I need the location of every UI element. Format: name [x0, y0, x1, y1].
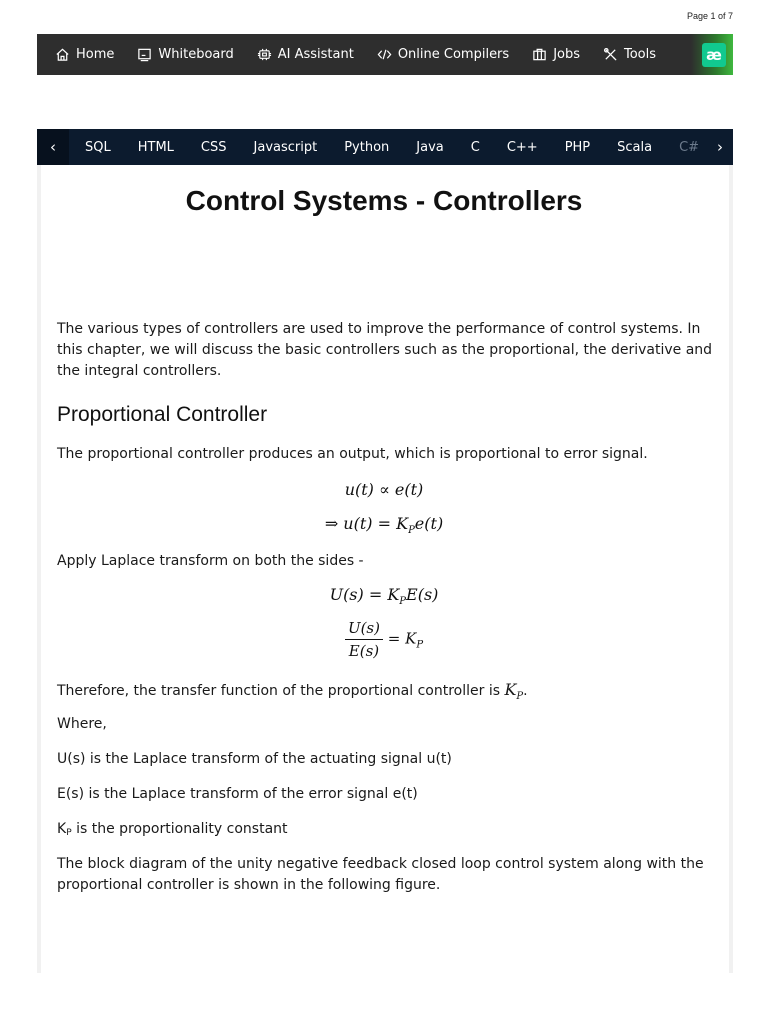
category-java[interactable]: Java — [416, 139, 444, 155]
nav-jobs-label: Jobs — [553, 47, 580, 62]
nav-ai-assistant-label: AI Assistant — [277, 47, 354, 62]
whiteboard-icon — [137, 47, 152, 62]
equation-time-domain — [0, 514, 768, 536]
transfer-function-paragraph — [57, 679, 717, 707]
page-title: Control Systems - Controllers — [185, 185, 583, 216]
intro-paragraph: The various types of controllers are used to improve the performance of control systems. In this chapter, we will discuss the basic controllers such as the proportional, the derivative and the integral controllers. — [57, 321, 713, 379]
definition-u: U(s) is the Laplace transform of the actuating signal u(t) — [57, 751, 452, 767]
category-sql[interactable]: SQL — [85, 139, 111, 155]
code-icon — [377, 47, 392, 62]
def-k-var: K — [57, 821, 67, 837]
nav-jobs[interactable] — [532, 47, 580, 62]
category-bar — [37, 129, 733, 165]
category-prev-button[interactable]: ‹ — [37, 129, 69, 165]
brand-area[interactable] — [691, 34, 733, 75]
category-scala[interactable]: Scala — [617, 139, 653, 155]
category-php[interactable]: PHP — [564, 139, 591, 155]
fraction-numerator: U(s) — [345, 619, 383, 640]
nav-whiteboard[interactable] — [137, 47, 233, 62]
p3-end: . — [523, 683, 528, 699]
eq3-prefix: U(s) = K — [329, 585, 400, 604]
equation-transfer-function — [0, 619, 768, 660]
block-diagram-paragraph: The block diagram of the unity negative feedback closed loop control system along with the proportional controller is shown in the following figure. — [57, 856, 704, 893]
briefcase-icon — [532, 47, 547, 62]
eq4-subscript: P — [416, 639, 424, 651]
page-number: Page 1 of 7 — [686, 11, 733, 21]
definition-e: E(s) is the Laplace transform of the error signal e(t) — [57, 786, 418, 802]
equation-laplace — [0, 585, 768, 607]
ai-assistant-icon — [257, 47, 272, 62]
fraction-denominator: E(s) — [348, 642, 380, 660]
eq2-suffix: e(t) — [414, 514, 444, 533]
laplace-paragraph: Apply Laplace transform on both the sides - — [57, 553, 364, 569]
p3-subscript: P — [516, 691, 524, 703]
section-heading: Proportional Controller — [57, 403, 268, 426]
equation-proportionality: u(t) ∝ e(t) — [344, 480, 424, 499]
nav-home[interactable] — [55, 47, 114, 62]
nav-ai-assistant[interactable] — [257, 47, 354, 62]
eq2-subscript: P — [408, 525, 415, 537]
nav-whiteboard-label: Whiteboard — [158, 47, 234, 62]
transfer-function-fraction — [345, 619, 383, 660]
top-navigation — [37, 34, 733, 75]
nav-online-compilers-label: Online Compilers — [397, 47, 510, 62]
p3-var: K — [504, 680, 517, 699]
where-label: Where, — [57, 716, 107, 732]
nav-tools-label: Tools — [624, 47, 657, 62]
home-icon — [55, 47, 70, 62]
p3-kp — [504, 680, 524, 703]
nav-home-label: Home — [76, 47, 115, 62]
category-python[interactable]: Python — [344, 139, 390, 155]
eq2-prefix: ⇒ u(t) = K — [324, 514, 409, 533]
def-k-subscript: P — [66, 828, 72, 838]
category-cpp[interactable]: C++ — [506, 139, 538, 155]
nav-tools[interactable] — [603, 47, 656, 62]
category-css[interactable]: CSS — [200, 139, 227, 155]
eq3-suffix: E(s) — [406, 585, 439, 604]
category-list — [69, 140, 726, 155]
proportional-description: The proportional controller produces an output, which is proportional to error signal. — [57, 446, 648, 462]
category-javascript[interactable]: Javascript — [253, 139, 318, 155]
tools-icon — [603, 47, 618, 62]
brand-logo: æ — [702, 43, 726, 67]
nav-online-compilers[interactable] — [377, 47, 509, 62]
category-next-button[interactable]: › — [707, 129, 733, 165]
eq3-subscript: P — [399, 596, 407, 608]
category-csharp[interactable]: C# — [679, 139, 700, 155]
definition-kp — [57, 819, 717, 844]
eq4-rhs: = K — [387, 629, 417, 648]
category-html[interactable]: HTML — [137, 139, 174, 155]
category-c[interactable]: C — [470, 139, 480, 155]
def-k-text: is the proportionality constant — [71, 821, 288, 837]
p3-text: Therefore, the transfer function of the proportional controller is — [57, 683, 500, 699]
